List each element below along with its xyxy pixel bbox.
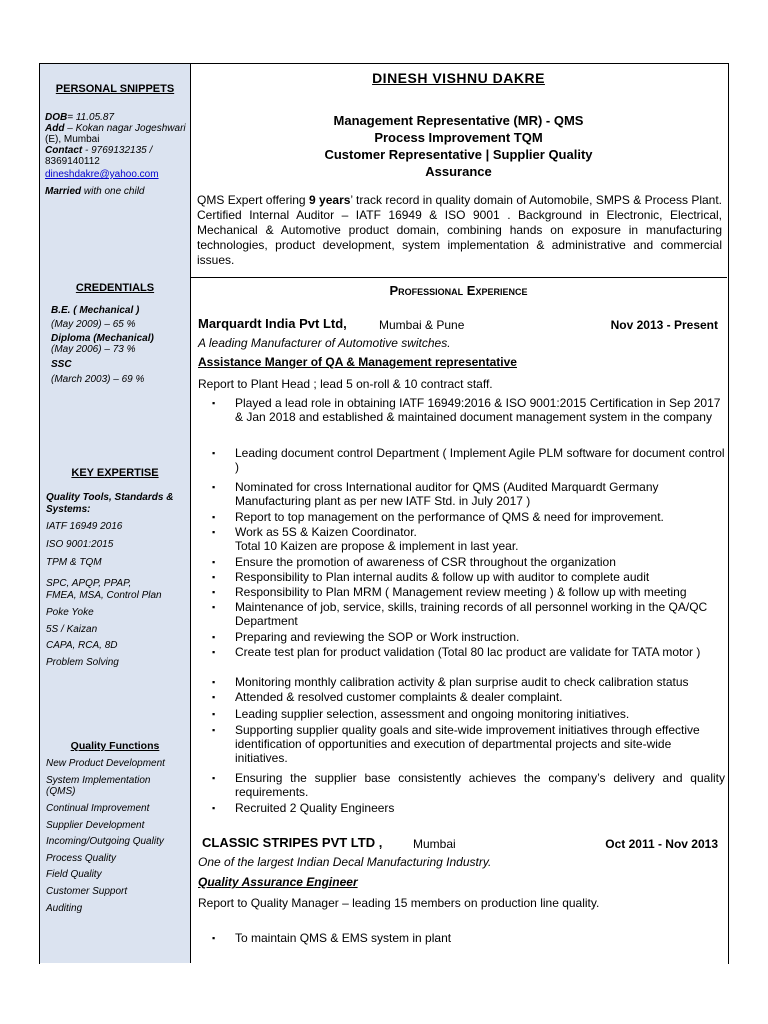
personal-snippets-heading: PERSONAL SNIPPETS xyxy=(55,83,175,95)
company-name: Marquardt India Pvt Ltd, xyxy=(198,316,347,331)
address-line-2: (E), Mumbai xyxy=(45,134,100,145)
email-link[interactable]: dineshdakre@yahoo.com xyxy=(45,169,159,180)
expertise-item: IATF 16949 2016 xyxy=(46,521,123,532)
responsibility-item: ▪ Ensuring the supplier base consistently achieves the company’s delivery and quality requirements. xyxy=(210,771,725,799)
expertise-item: CAPA, RCA, 8D xyxy=(46,640,118,651)
credential-degree: SSC xyxy=(51,359,72,370)
dob-value: = 11.05.87 xyxy=(67,112,115,123)
credentials-heading: CREDENTIALS xyxy=(75,282,155,294)
contact-value: - 9769132135 / xyxy=(82,145,153,156)
address-label: Add xyxy=(45,123,65,134)
company-tagline: One of the largest Indian Decal Manufacturing Industry. xyxy=(198,855,492,869)
function-item: New Product Development xyxy=(46,758,165,769)
job-title-line: Customer Representative | Supplier Quality xyxy=(324,147,593,162)
function-item: Auditing xyxy=(46,903,83,914)
key-expertise-heading: KEY EXPERTISE xyxy=(71,467,159,479)
function-item: Customer Support xyxy=(46,886,128,897)
address xyxy=(45,123,186,134)
expertise-item: ISO 9001:2015 xyxy=(46,539,114,550)
function-item: System Implementation xyxy=(46,775,151,786)
job-dates: Oct 2011 - Nov 2013 xyxy=(605,837,718,851)
company-tagline: A leading Manufacturer of Automotive switches. xyxy=(198,336,451,350)
job-title-line: Management Representative (MR) - QMS xyxy=(333,113,584,128)
function-item: Continual Improvement xyxy=(46,803,150,814)
job-role: Quality Assurance Engineer xyxy=(198,875,358,889)
job-title-line: Process Improvement TQM xyxy=(374,130,543,145)
experience-years: 9 years xyxy=(308,193,351,207)
responsibility-item: ▪ Nominated for cross International auditor for QMS (Audited Marquardt Germany Manufacturing plant as per new IATF Std. in July 2017 ) xyxy=(210,480,725,508)
job-report-line: Report to Quality Manager – leading 15 members on production line quality. xyxy=(198,896,600,910)
responsibility-item: ▪ Played a lead role in obtaining IATF 16949:2016 & ISO 9001:2015 Certification in Sep 2017 & Jan 2018 and established & maintained document management system in the company xyxy=(210,396,725,424)
responsibility-item: ▪ Leading supplier selection, assessment and ongoing monitoring initiatives. xyxy=(210,707,725,721)
married-label: Married xyxy=(45,186,82,197)
credential-detail: (May 2006) – 73 % xyxy=(51,344,136,355)
responsibility-item: ▪ Leading document control Department ( Implement Agile PLM software for document control ) xyxy=(210,446,725,474)
credential-detail: (May 2009) – 65 % xyxy=(51,319,136,330)
expertise-item: SPC, APQP, PPAP, xyxy=(46,578,132,589)
responsibility-item: ▪ Report to top management on the performance of QMS & need for improvement. xyxy=(210,510,725,524)
responsibility-item: ▪ Responsibility to Plan MRM ( Management review meeting ) & follow up with meeting xyxy=(210,585,725,599)
candidate-name: DINESH VISHNU DAKRE xyxy=(372,70,545,86)
responsibility-item: ▪ Monitoring monthly calibration activity & plan surprise audit to check calibration status xyxy=(210,675,725,689)
contact-line-2: 8369140112 xyxy=(45,156,100,167)
credential-detail: (March 2003) – 69 % xyxy=(51,374,145,385)
function-item: Supplier Development xyxy=(46,820,145,831)
professional-experience-heading: Professional Experience xyxy=(389,283,528,298)
expertise-item: Poke Yoke xyxy=(46,607,94,618)
job-report-line: Report to Plant Head ; lead 5 on-roll & 10 contract staff. xyxy=(198,377,493,391)
credential-degree: Diploma (Mechanical) xyxy=(51,333,154,344)
function-item: Incoming/Outgoing Quality xyxy=(46,836,164,847)
company-location: Mumbai xyxy=(413,837,456,851)
job-title-line: Assurance xyxy=(425,164,492,179)
responsibility-item: ▪ Recruited 2 Quality Engineers xyxy=(210,801,725,815)
marital-status xyxy=(45,186,145,197)
function-item: Field Quality xyxy=(46,869,102,880)
contact-label: Contact xyxy=(45,145,83,156)
expertise-subheading: Systems: xyxy=(46,504,91,515)
address-value: – Kokan nagar Jogeshwari xyxy=(64,123,186,134)
expertise-item: TPM & TQM xyxy=(46,557,102,568)
job-role: Assistance Manger of QA & Management representative xyxy=(198,355,517,369)
job2-responsibilities xyxy=(210,931,725,945)
credential-degree: B.E. ( Mechanical ) xyxy=(51,305,140,316)
responsibility-item: ▪ Supporting supplier quality goals and site-wide improvement initiatives through effective identification of opportunities and execution of departmental projects and site-wide initiatives. xyxy=(210,723,725,765)
responsibility-item: ▪ To maintain QMS & EMS system in plant xyxy=(210,931,725,945)
quality-functions-heading: Quality Functions xyxy=(70,740,160,752)
responsibility-item: ▪ Attended & resolved customer complaints & dealer complaint. xyxy=(210,690,725,704)
function-item: Process Quality xyxy=(46,853,117,864)
responsibility-item: ▪ Responsibility to Plan internal audits & follow up with auditor to complete audit xyxy=(210,570,725,584)
company-name: CLASSIC STRIPES PVT LTD , xyxy=(202,835,383,850)
section-divider xyxy=(190,277,727,278)
responsibility-item: ▪ Preparing and reviewing the SOP or Work instruction. xyxy=(210,630,725,644)
expertise-item: FMEA, MSA, Control Plan xyxy=(46,590,162,601)
dob-label: DOB xyxy=(45,112,68,123)
dob xyxy=(45,112,114,123)
expertise-item: Problem Solving xyxy=(46,657,119,668)
responsibility-item: ▪ Work as 5S & Kaizen Coordinator. Total 10 Kaizen are propose & implement in last year. xyxy=(210,525,725,553)
responsibility-item: ▪ Maintenance of job, service, skills, training records of all personnel working in the QA/QC Department xyxy=(210,600,725,628)
function-item: (QMS) xyxy=(46,786,76,797)
expertise-item: 5S / Kaizan xyxy=(46,624,98,635)
responsibility-item: ▪ Create test plan for product validation (Total 80 lac product are validate for TATA motor ) xyxy=(210,645,725,659)
company-location: Mumbai & Pune xyxy=(379,318,465,332)
expertise-subheading: Quality Tools, Standards & xyxy=(46,492,174,503)
contact xyxy=(45,145,152,156)
profile-summary: QMS Expert offering 9 years’ track record in quality domain of Automobile, SMPS & Process Plant. Certified Internal Auditor – IATF 16949 & ISO 9001 . Background in Electronic, Electrical, Mechanical & Automotive product domain, combining hands on exposure in manufacturing technologies, product development, system implementation & administrative and commercial issues. xyxy=(197,193,723,267)
job-titles xyxy=(190,112,727,180)
job-dates: Nov 2013 - Present xyxy=(610,318,718,332)
married-value: with one child xyxy=(81,186,145,197)
responsibility-item: ▪ Ensure the promotion of awareness of CSR throughout the organization xyxy=(210,555,725,569)
